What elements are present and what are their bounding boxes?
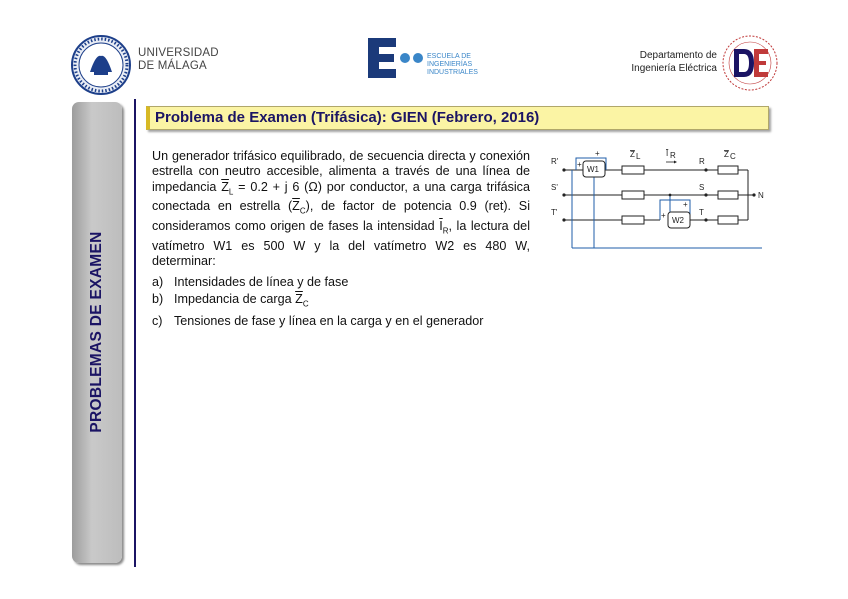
question-text: Tensiones de fase y línea en la carga y en el generador <box>174 313 484 328</box>
university-name: UNIVERSIDAD DE MÁLAGA <box>138 47 219 72</box>
school-name: ESCUELA DE INGENIERÍAS INDUSTRIALES <box>427 53 478 76</box>
question-text: Impedancia de carga <box>174 291 296 306</box>
statement-part-3: ), de factor de potencia 0.9 (ret). Si consideramos como origen de fases la intensidad <box>152 199 530 234</box>
question-item <box>152 291 483 313</box>
zl-subscript: L <box>228 187 234 197</box>
school-logo <box>366 36 426 80</box>
wattmeter-w2: W2 <box>672 216 684 225</box>
question-item <box>152 274 483 291</box>
ir-subscript: R <box>442 226 449 236</box>
zc-label: Z <box>724 150 729 159</box>
gen-label-r: R' <box>551 157 559 166</box>
statement-part-4: , la lectura del vatímetro W1 es 500 W y la del vatímetro W2 es 480 W, determinar: <box>152 219 530 269</box>
ir-label: I <box>666 149 669 158</box>
gen-label-s: S' <box>551 183 558 192</box>
department-logo <box>720 33 780 93</box>
zl-label-sub: L <box>636 152 641 161</box>
question-label: c) <box>152 313 163 328</box>
vertical-divider <box>134 99 136 567</box>
zc-label-sub: C <box>730 152 736 161</box>
question-label: a) <box>152 275 164 289</box>
wattmeter-w1: W1 <box>587 165 599 174</box>
question-label: b) <box>152 291 164 306</box>
circuit-diagram <box>548 144 768 252</box>
zl-value: = 0.2 + j 6 (Ω) <box>233 179 327 194</box>
load-label-t: T <box>699 208 704 217</box>
problem-statement <box>152 149 530 270</box>
zl-symbol: $\overline{Z}$ <box>221 179 229 194</box>
ir-label-sub: R <box>670 151 676 160</box>
w2-plus-sign-2: + <box>683 200 688 209</box>
question-text: Intensidades de línea y de fase <box>174 275 349 289</box>
load-label-s: S <box>699 183 705 192</box>
ir-symbol: $\overline{I}$ <box>439 219 443 234</box>
zc-subscript: C <box>299 206 306 216</box>
question-list <box>152 274 483 329</box>
sidebar-label: PROBLEMAS DE EXAMEN <box>88 231 105 433</box>
statement-part-1: Un generador trifásico equilibrado, de secuencia directa y conexión estrella con neutro accesible, alimenta a través de una línea de impedancia <box>152 149 530 194</box>
question-item <box>152 313 483 330</box>
zl-label: Z <box>630 150 635 159</box>
statement-part-2: por conductor, a una carga trifásica conectada en estrella ( <box>152 179 530 214</box>
question-subscript: C <box>302 299 309 309</box>
zc-symbol: $\overline{Z}$ <box>292 199 300 214</box>
load-label-r: R <box>699 157 705 166</box>
w1-plus-sign-2: + <box>595 149 600 158</box>
university-seal-logo <box>70 34 132 96</box>
gen-label-t: T' <box>551 208 558 217</box>
w2-plus-sign: + <box>661 211 666 220</box>
w1-plus-sign: + <box>577 160 582 169</box>
problem-title: Problema de Examen (Trifásica): GIEN (Febrero, 2016) <box>155 109 540 126</box>
department-name: Departamento de Ingeniería Eléctrica <box>631 50 717 74</box>
neutral-label: N <box>758 191 764 200</box>
question-symbol: $\overline{Z}$ <box>295 291 303 306</box>
